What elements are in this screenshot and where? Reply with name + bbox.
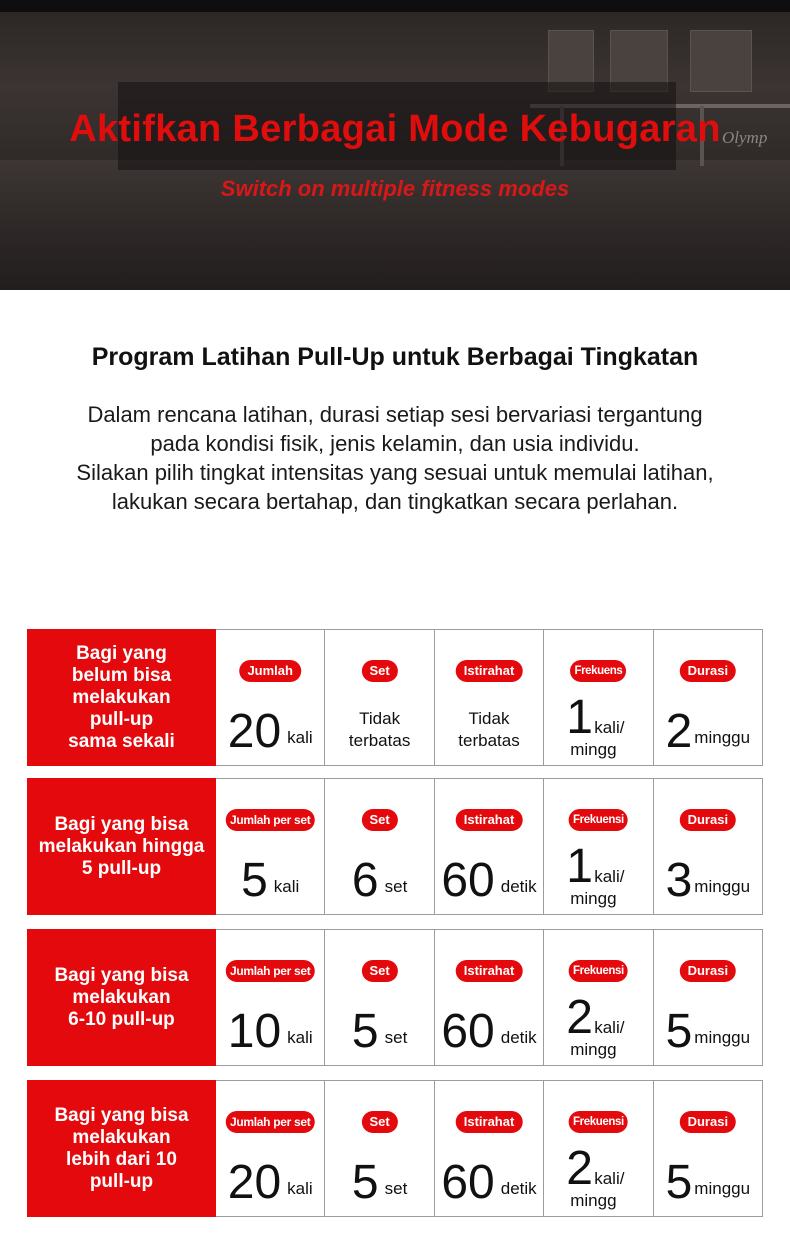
pill-frekuensi: Frekuensi (569, 1111, 628, 1133)
hero-subtitle: Switch on multiple fitness modes (220, 176, 570, 201)
level-label-line: pull-up (89, 1170, 154, 1192)
pill-set: Set (361, 809, 397, 831)
cell-istirahat (434, 1081, 543, 1216)
pill-frekuensi: Frekuens (570, 660, 626, 682)
gym-poster-image (690, 30, 752, 92)
durasi-unit: minggu (694, 877, 751, 896)
pill-jumlah: Jumlah per set (226, 809, 315, 831)
level-label-line: Bagi yang bisa (54, 964, 189, 986)
frekuensi-value: 2 (566, 991, 593, 1044)
jumlah-value: 10 (227, 1005, 282, 1058)
pill-frekuensi: Frekuensi (569, 960, 628, 982)
frekuensi-value: 2 (566, 1142, 593, 1195)
frekuensi-unit: mingg (570, 1040, 617, 1059)
istirahat-value: 60 (441, 1005, 495, 1058)
level-label-line: lebih dari 10 (66, 1148, 177, 1170)
cell-istirahat (434, 930, 543, 1065)
jumlah-unit: kali (287, 728, 313, 747)
istirahat-unit: detik (500, 1028, 537, 1047)
program-cells (216, 629, 763, 766)
set-value: 5 (351, 1156, 379, 1209)
istirahat-unit: detik (500, 1179, 537, 1198)
section-title: Program Latihan Pull-Up untuk Berbagai Tingkatan (91, 343, 699, 371)
program-row (27, 778, 763, 915)
level-label (27, 629, 216, 766)
pill-istirahat: Istirahat (456, 1111, 523, 1133)
istirahat-text: terbatas (458, 731, 520, 750)
frekuensi-unit: mingg (570, 740, 617, 759)
cell-set (324, 930, 433, 1065)
hero-top-strip (0, 0, 790, 12)
intro-line: pada kondisi fisik, jenis kelamin, dan usia individu. (150, 431, 640, 456)
frekuensi-unit: kali/ (594, 867, 625, 886)
cell-jumlah (216, 779, 324, 914)
set-value: 6 (351, 854, 379, 907)
intro-line: Silakan pilih tingkat intensitas yang sesuai untuk memulai latihan, (76, 460, 714, 485)
istirahat-unit: detik (500, 877, 537, 896)
pill-istirahat: Istirahat (456, 809, 523, 831)
cell-jumlah (216, 1081, 324, 1216)
frekuensi-unit: kali/ (594, 718, 625, 737)
level-label-line: 5 pull-up (81, 857, 162, 879)
pill-istirahat: Istirahat (456, 660, 523, 682)
program-cells (216, 778, 763, 915)
hero-title: Aktifkan Berbagai Mode Kebugaran (69, 108, 721, 150)
istirahat-value: 60 (441, 854, 495, 907)
level-label-line: Bagi yang bisa (54, 1104, 189, 1126)
hero-banner (0, 0, 790, 290)
durasi-value: 5 (665, 1005, 693, 1058)
set-unit: set (384, 877, 408, 896)
frekuensi-value: 1 (566, 840, 593, 893)
jumlah-value: 5 (241, 854, 268, 907)
level-label-line: melakukan (72, 986, 171, 1008)
durasi-value: 3 (665, 854, 693, 907)
durasi-unit: minggu (694, 1028, 751, 1047)
level-label (27, 1080, 216, 1217)
set-unit: set (384, 1179, 408, 1198)
pill-durasi: Durasi (680, 660, 736, 682)
set-unit: set (384, 1028, 408, 1047)
level-label-line: pull-up (89, 708, 154, 730)
program-row (27, 929, 763, 1066)
frekuensi-unit: mingg (570, 1191, 617, 1210)
pill-istirahat: Istirahat (456, 960, 523, 982)
jumlah-value: 20 (227, 1156, 282, 1209)
jumlah-value: 20 (227, 705, 282, 758)
cell-set (324, 1081, 433, 1216)
cell-durasi (653, 930, 762, 1065)
program-cells (216, 1080, 763, 1217)
pill-frekuensi: Frekuensi (569, 809, 628, 831)
program-cells (216, 929, 763, 1066)
pill-jumlah: Jumlah per set (226, 1111, 315, 1133)
hero-background-sign: Olymp (722, 128, 768, 147)
cell-durasi (653, 630, 762, 765)
pill-set: Set (361, 1111, 397, 1133)
cell-jumlah (216, 930, 324, 1065)
jumlah-unit: kali (273, 877, 300, 896)
pill-set: Set (361, 960, 397, 982)
pill-jumlah: Jumlah per set (226, 960, 315, 982)
cell-durasi (653, 779, 762, 914)
set-text: terbatas (348, 731, 411, 750)
frekuensi-unit: kali/ (594, 1018, 625, 1037)
level-label-line: melakukan (72, 1126, 171, 1148)
jumlah-unit: kali (287, 1028, 313, 1047)
intro-paragraph (30, 400, 760, 516)
level-label (27, 778, 216, 915)
program-row (27, 1080, 763, 1217)
cell-frekuensi (543, 630, 652, 765)
istirahat-text: Tidak (468, 709, 510, 728)
level-label-line: melakukan (72, 686, 171, 708)
pill-set: Set (361, 660, 397, 682)
intro-line: lakukan secara bertahap, dan tingkatkan secara perlahan. (111, 489, 679, 514)
intro-line: Dalam rencana latihan, durasi setiap sesi bervariasi tergantung (87, 402, 703, 427)
set-value: 5 (351, 1005, 379, 1058)
pill-durasi: Durasi (680, 809, 736, 831)
pill-durasi: Durasi (680, 1111, 736, 1133)
level-label-line: Bagi yang bisa (54, 813, 189, 835)
level-label-line: 6-10 pull-up (68, 1008, 175, 1030)
level-label-line: sama sekali (68, 730, 175, 752)
level-label-line: Bagi yang (76, 642, 167, 664)
cell-frekuensi (543, 930, 652, 1065)
jumlah-unit: kali (287, 1179, 313, 1198)
cell-set (324, 630, 433, 765)
cell-istirahat (434, 630, 543, 765)
durasi-unit: minggu (694, 1179, 751, 1198)
durasi-value: 2 (665, 705, 693, 758)
cell-jumlah (216, 630, 324, 765)
cell-frekuensi (543, 1081, 652, 1216)
cell-durasi (653, 1081, 762, 1216)
frekuensi-unit: mingg (570, 889, 617, 908)
level-label (27, 929, 216, 1066)
program-row (27, 629, 763, 766)
level-label-line: melakukan hingga (38, 835, 205, 857)
pill-durasi: Durasi (680, 960, 736, 982)
cell-frekuensi (543, 779, 652, 914)
set-text: Tidak (359, 709, 401, 728)
frekuensi-value: 1 (566, 691, 593, 744)
cell-set (324, 779, 433, 914)
durasi-value: 5 (665, 1156, 693, 1209)
level-label-line: belum bisa (71, 664, 172, 686)
pill-jumlah: Jumlah (239, 660, 301, 682)
durasi-unit: minggu (694, 728, 751, 747)
cell-istirahat (434, 779, 543, 914)
frekuensi-unit: kali/ (594, 1169, 625, 1188)
istirahat-value: 60 (441, 1156, 495, 1209)
